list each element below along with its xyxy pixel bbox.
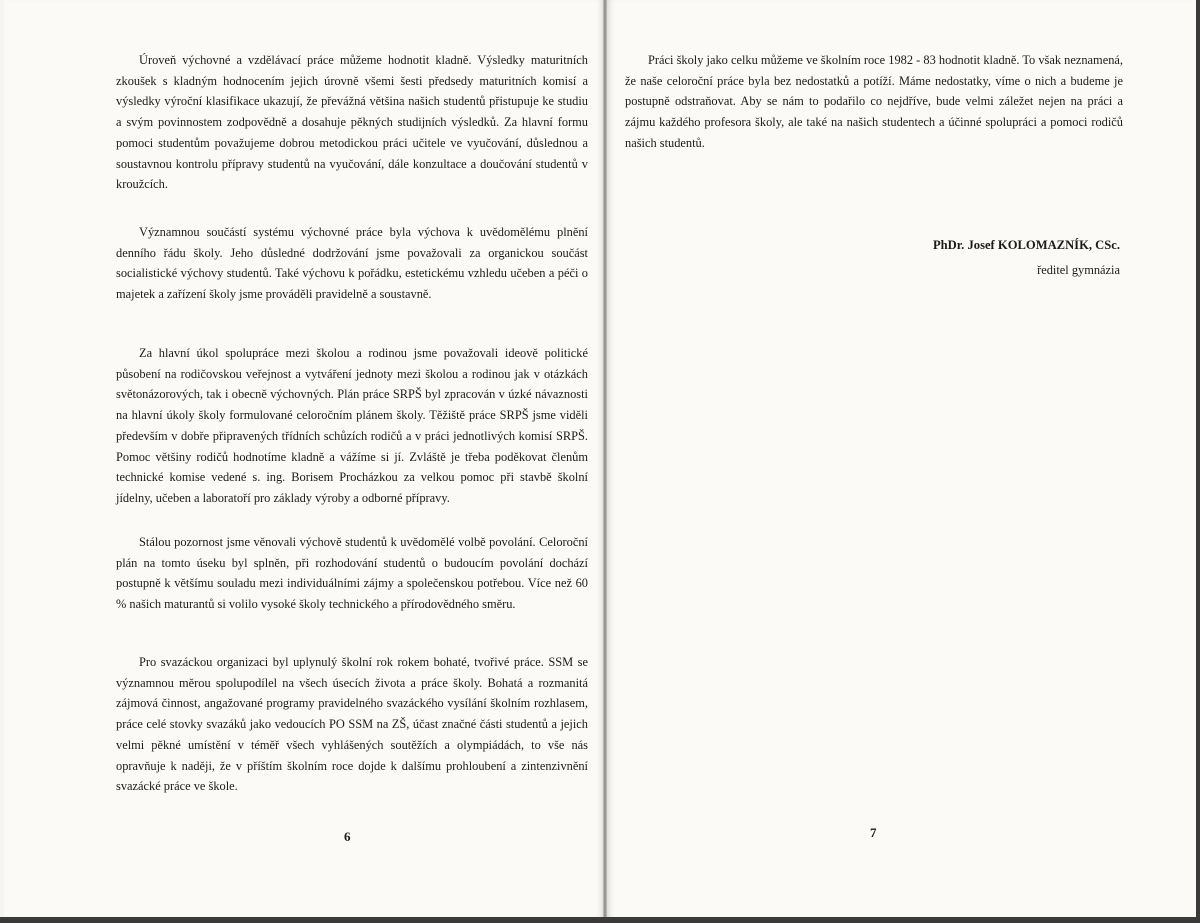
scan-edge-right <box>1196 0 1200 923</box>
paragraph-education-results: Úroveň výchovné a vzdělávací práce můžeme hodnotit kladně. Výsledky maturitních zkoušek s kladným hodnocením jejich úrovně všemi šesti předsedy maturitních komisí a výsledky výroční klasifikace ukazují, že převážná většina našich studentů přistupuje ke studiu a svým povinnostem zodpovědně a dosahuje pěkných studijních výsledků. Za hlavní formu pomoci studentům považujeme dobrou metodickou práci učitele ve vyučování, důslednou a soustavnou kontrolu přípravy studentů na vyučování, dále konzultace a doučování studentů v kroužcích. <box>116 53 588 192</box>
paragraph-school-order: Významnou součástí systému výchovné práce byla výchova k uvědomělému plnění denního řádu školy. Jeho důsledné dodržování jsme považovali za organickou součást socialistické výchovy studentů. Také výchovu k pořádku, estetickému vzhledu učeben a péči o majetek a zařízení školy jsme prováděli pravidelně a soustavně. <box>116 225 588 302</box>
paragraph-ssm-organization: Pro svazáckou organizaci byl uplynulý školní rok rokem bohaté, tvořivé práce. SSM se významnou měrou spolupodílel na všech úsecích života a práce školy. Bohatá a rozmanitá zájmová činnost, angažované programy pravidelného svazáckého vysílání školním rozhlasem, práce celé stovky svazáků jako vedoucích PO SSM na ZŠ, účast značné části studentů a jejich velmi pěkné umístění v téměř všech vyhlášených soutěžích a olympiádách, to vše nás opravňuje k naději, že v příštím školním roce dojde k dalšímu prohloubení a zintenzivnění svazácké práce ve škole. <box>116 655 588 794</box>
page-number-right: 7 <box>870 825 877 840</box>
paragraph-school-evaluation: Práci školy jako celku můžeme ve školním roce 1982 - 83 hodnotit kladně. To však neznamená, že naše celoroční práce byla bez nedostatků a potíží. Máme nedostatky, víme o nich a budeme je postupně odstraňovat. Aby se nám to podařilo co nejdříve, bude velmi záležet nejen na práci a zájmu každého profesora školy, ale také na našich studentech a účinné spolupráci a pomoci rodičů našich studentů. <box>625 53 1123 150</box>
book-gutter <box>603 0 607 923</box>
signature-title: ředitel gymnázia <box>1037 263 1120 277</box>
scan-edge-bottom <box>0 917 1200 923</box>
paragraph-career-choice: Stálou pozornost jsme věnovali výchově studentů k uvědomělé volbě povolání. Celoroční plán na tomto úseku byl splněn, při rozhodování studentů o budoucím povolání dochází postupně k většímu souladu mezi individuálními zájmy a společenskou potřebou. Více než 60 % našich maturantů si volilo vysoké školy technického a přírodovědného směru. <box>116 535 588 612</box>
page-number-left: 6 <box>344 829 351 844</box>
signature-name: PhDr. Josef KOLOMAZNÍK, CSc. <box>932 238 1120 252</box>
paragraph-school-family: Za hlavní úkol spolupráce mezi školou a rodinou jsme považovali ideově politické působení na rodičovskou veřejnost a vytváření jednoty mezi školou a rodinou jak v otázkách světonázorových, tak i obecně výchovných. Plán práce SRPŠ byl zpracován v úzké návaznosti na hlavní úkoly školy formulované celoročním plánem školy. Těžiště práce SRPŠ jsme viděli především v dobře připravených třídních schůzích rodičů a v práci jednotlivých komisí SRPŠ. Pomoc většiny rodičů hodnotíme kladně a vážíme si jí. Zvláště je třeba poděkovat členům technické komise vedené s. ing. Borisem Procházkou za velkou pomoc při stavbě školní jídelny, učeben a laboratoří pro základy výroby a odborné přípravy. <box>116 346 588 505</box>
